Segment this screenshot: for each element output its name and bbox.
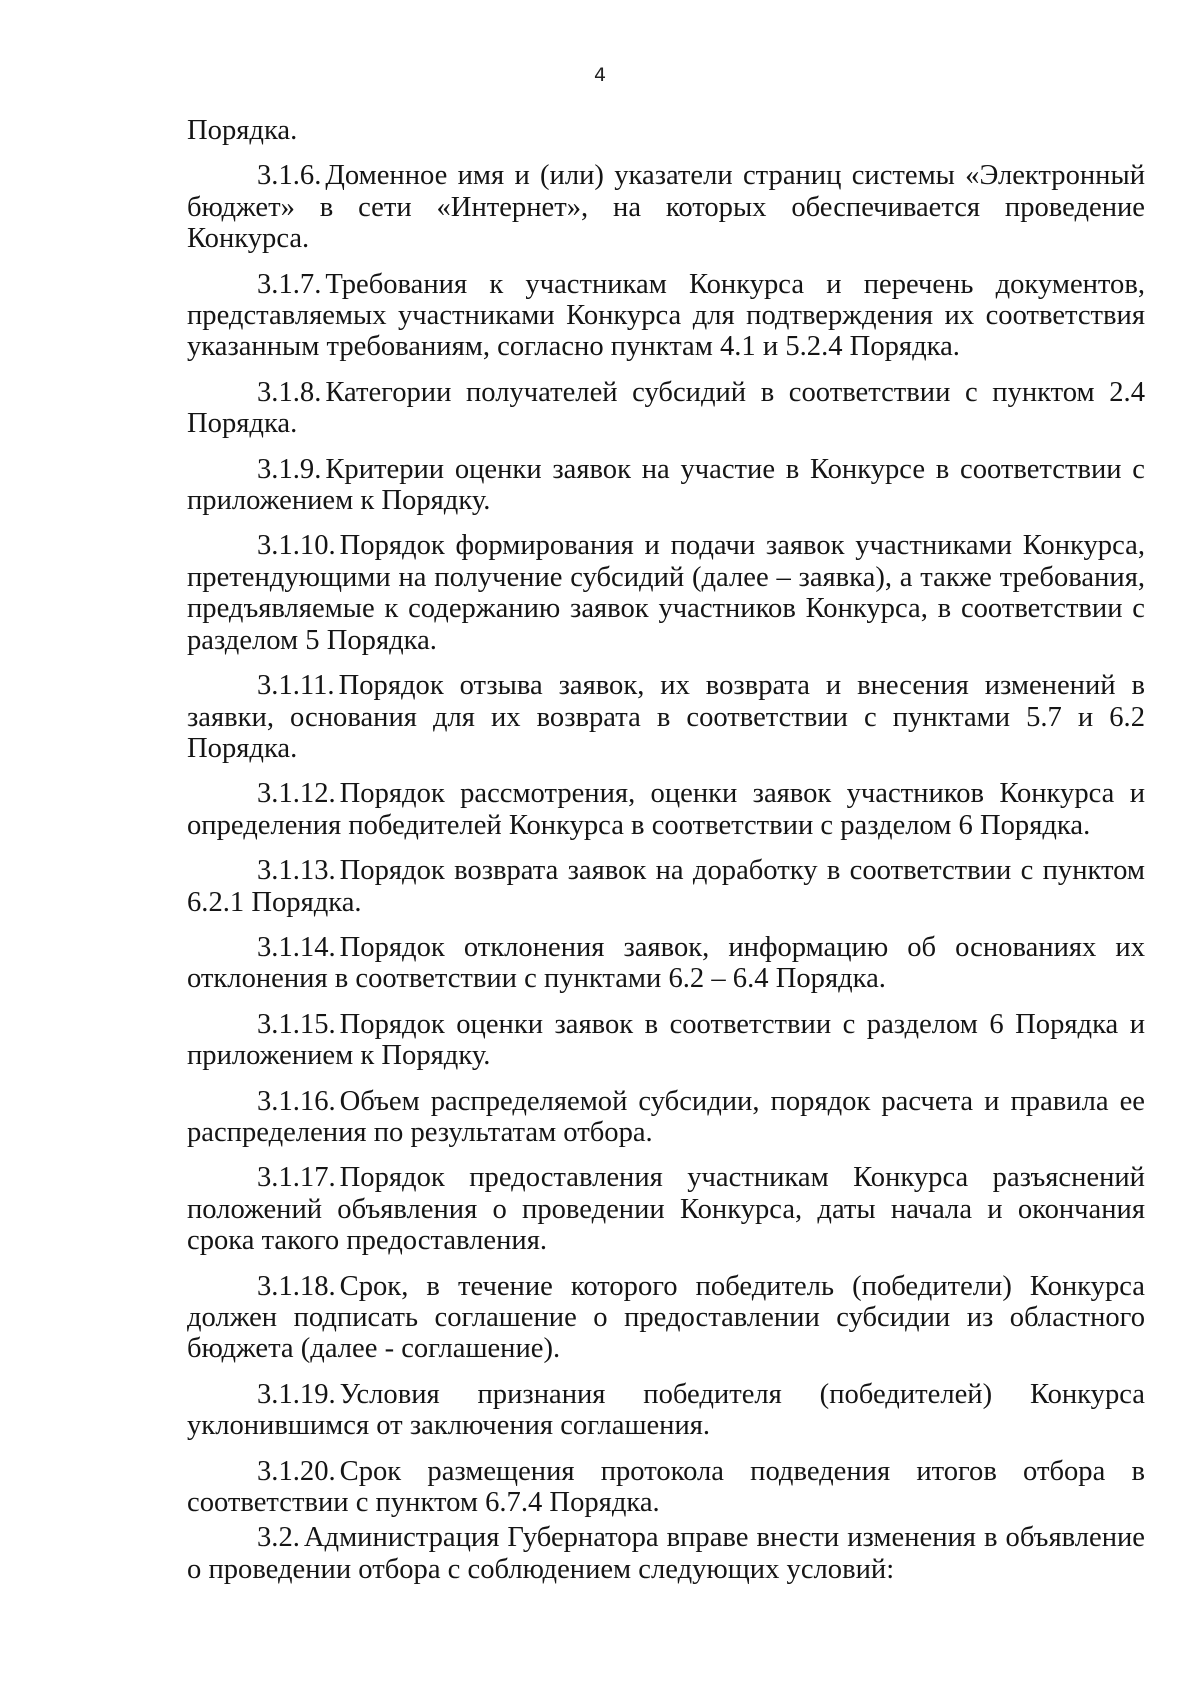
- paragraph-number: 3.1.16.: [257, 1085, 336, 1117]
- paragraph-3-1-19: [187, 1379, 1145, 1442]
- paragraph-text: Администрация Губернатора вправе внести изменения в объявление о проведении отбора с соблюдением следующих условий:: [187, 1522, 1145, 1585]
- paragraph-text: Срок размещения протокола подведения итогов отбора в соответствии с пунктом 6.7.4 Порядка.: [187, 1455, 1145, 1519]
- paragraph-number: 3.1.6.: [257, 160, 322, 192]
- paragraph-number: 3.1.12.: [257, 778, 336, 810]
- paragraph-text: Порядка.: [187, 115, 298, 146]
- paragraph-number: 3.1.19.: [257, 1378, 336, 1410]
- paragraph-text: Порядок отзыва заявок, их возврата и внесения изменений в заявки, основания для их возврата в соответствии с пунктами 5.7 и 6.2 Порядка.: [187, 670, 1145, 764]
- paragraph-text: Условия признания победителя (победителей) Конкурса уклонившимся от заключения соглашения.: [187, 1378, 1145, 1442]
- paragraph-3-1-13: [187, 855, 1145, 918]
- paragraph-3-1-12: [187, 778, 1145, 841]
- paragraph-3-1-6: [187, 160, 1145, 254]
- paragraph-text: Критерии оценки заявок на участие в Конкурсе в соответствии с приложением к Порядку.: [187, 453, 1145, 517]
- paragraph-text: Порядок возврата заявок на доработку в соответствии с пунктом 6.2.1 Порядка.: [187, 855, 1145, 918]
- paragraph-3-1-9: [187, 454, 1145, 517]
- paragraph-text: Категории получателей субсидий в соответствии с пунктом 2.4 Порядка.: [187, 376, 1145, 440]
- paragraph-number: 3.1.11.: [257, 670, 335, 702]
- paragraph-continuation: [187, 115, 1145, 146]
- paragraph-number: 3.2.: [257, 1522, 300, 1554]
- paragraph-number: 3.1.15.: [257, 1008, 336, 1040]
- paragraph-3-2: [187, 1522, 1145, 1585]
- paragraph-number: 3.1.14.: [257, 931, 336, 963]
- paragraph-text: Срок, в течение которого победитель (победители) Конкурса должен подписать соглашение о предоставлении субсидии из областного бюджета (далее - соглашение).: [187, 1270, 1145, 1365]
- document-body: [187, 115, 1145, 1599]
- paragraph-text: Порядок отклонения заявок, информацию об основаниях их отклонения в соответствии с пунктами 6.2 – 6.4 Порядка.: [187, 931, 1145, 995]
- paragraph-number: 3.1.8.: [257, 376, 322, 408]
- paragraph-number: 3.1.7.: [257, 268, 322, 300]
- paragraph-text: Порядок предоставления участникам Конкурса разъяснений положений объявления о проведении Конкурса, даты начала и окончания срока такого предоставления.: [187, 1162, 1145, 1257]
- paragraph-3-1-17: [187, 1162, 1145, 1256]
- paragraph-text: Требования к участникам Конкурса и перечень документов, представляемых участниками Конкурса для подтверждения их соответствия указанным требованиям, согласно пунктам 4.1 и 5.2.4 Порядка.: [187, 268, 1145, 363]
- paragraph-number: 3.1.17.: [257, 1162, 336, 1194]
- paragraph-text: Порядок оценки заявок в соответствии с разделом 6 Порядка и приложением к Порядку.: [187, 1008, 1145, 1072]
- paragraph-number: 3.1.9.: [257, 453, 322, 485]
- paragraph-text: Объем распределяемой субсидии, порядок расчета и правила ее распределения по результатам отбора.: [187, 1085, 1145, 1148]
- paragraph-text: Доменное имя и (или) указатели страниц системы «Электронный бюджет» в сети «Интернет», на которых обеспечивается проведение Конкурса.: [187, 160, 1145, 255]
- paragraph-3-1-20: [187, 1456, 1145, 1519]
- paragraph-3-1-15: [187, 1009, 1145, 1072]
- paragraph-3-1-8: [187, 377, 1145, 440]
- paragraph-3-1-18: [187, 1271, 1145, 1365]
- paragraph-text: Порядок формирования и подачи заявок участниками Конкурса, претендующими на получение субсидий (далее – заявка), а также требования, предъявляемые к содержанию заявок участников Конкурса, в соответствии с разделом 5 Порядка.: [187, 530, 1145, 656]
- paragraph-3-1-10: [187, 530, 1145, 656]
- paragraph-3-1-7: [187, 269, 1145, 363]
- paragraph-number: 3.1.10.: [257, 530, 336, 562]
- paragraph-3-1-11: [187, 670, 1145, 764]
- paragraph-text: Порядок рассмотрения, оценки заявок участников Конкурса и определения победителей Конкурса в соответствии с разделом 6 Порядка.: [187, 778, 1145, 841]
- paragraph-3-1-16: [187, 1086, 1145, 1149]
- paragraph-number: 3.1.18.: [257, 1270, 336, 1302]
- paragraph-number: 3.1.13.: [257, 855, 336, 887]
- paragraph-number: 3.1.20.: [257, 1455, 336, 1487]
- page-number: 4: [593, 64, 607, 86]
- paragraph-3-1-14: [187, 932, 1145, 995]
